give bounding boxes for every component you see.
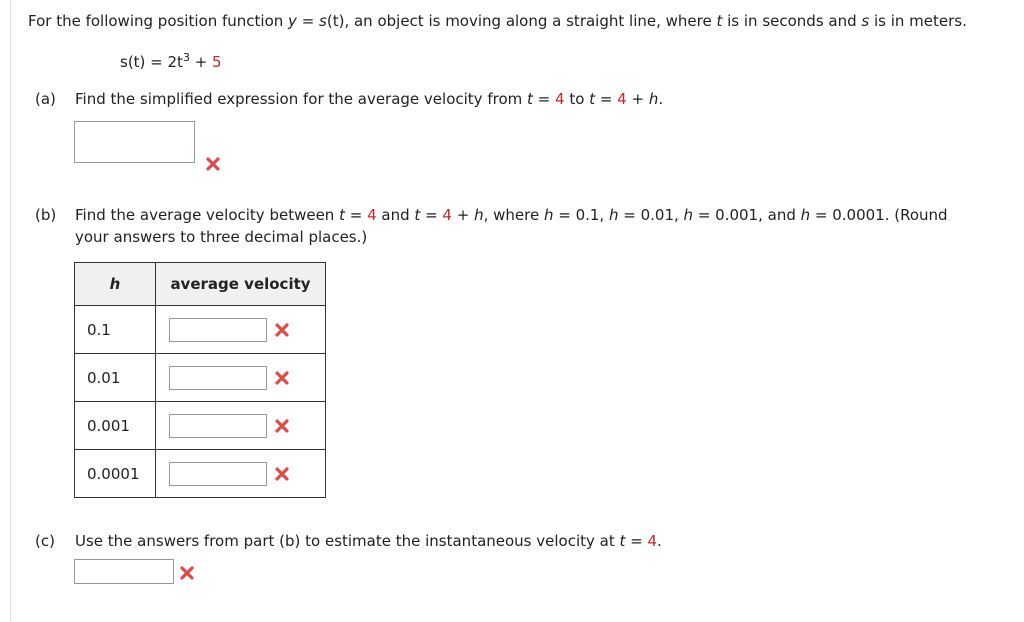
var-t: t [716, 12, 723, 30]
var-t: t [527, 90, 533, 108]
var-h: h [648, 90, 659, 108]
part-a-answer-input[interactable] [74, 121, 195, 163]
x-mark-icon [274, 466, 290, 486]
velocity-input[interactable] [169, 462, 267, 486]
table-row [75, 354, 326, 402]
part-b-question [75, 206, 948, 224]
problem-statement [28, 12, 967, 30]
x-mark-icon [274, 322, 290, 342]
velocity-table [74, 262, 326, 498]
velocity-input[interactable] [169, 366, 267, 390]
h-value-2: = 0.01, [618, 206, 684, 224]
table-row [75, 306, 326, 354]
plus-sign: + [626, 90, 649, 108]
var-h: h [543, 206, 554, 224]
h-value-cell: 0.001 [75, 402, 156, 450]
x-mark-icon [274, 370, 290, 390]
table-row [75, 402, 326, 450]
var-t: t [589, 90, 596, 108]
part-c-text: Use the answers from part (b) to estimate the instantaneous velocity at [75, 532, 620, 550]
velocity-cell [156, 402, 326, 450]
velocity-input[interactable] [169, 318, 267, 342]
table-header-row [75, 263, 326, 306]
h-value-3: = 0.001, and [693, 206, 801, 224]
velocity-cell [156, 306, 326, 354]
eq-sign: = [420, 206, 443, 224]
part-c-label: (c) [35, 532, 55, 550]
var-t: t [339, 206, 345, 224]
x-mark-icon [179, 565, 195, 581]
where-text: , where [483, 206, 544, 224]
h-value-cell: 0.0001 [75, 450, 156, 498]
h-value-cell: 0.1 [75, 306, 156, 354]
eq-sign: = [344, 206, 368, 224]
value-4: 4 [647, 532, 658, 550]
equation-lhs: s(t) = 2t [120, 53, 183, 71]
intro-t-paren: (t) [326, 12, 345, 30]
left-border [10, 0, 11, 622]
part-b-label: (b) [35, 206, 57, 224]
intro-text-3: is in seconds and [722, 12, 862, 30]
var-h: h [800, 206, 811, 224]
part-c-question [75, 532, 662, 550]
h-value-1: = 0.1, [553, 206, 609, 224]
h-value-4: = 0.0001. (Round [810, 206, 948, 224]
value-4: 4 [555, 90, 565, 108]
eq-sign: = [595, 90, 618, 108]
intro-eq: = [296, 12, 320, 30]
part-b-text: Find the average velocity between [75, 206, 340, 224]
value-4: 4 [617, 90, 627, 108]
velocity-input[interactable] [169, 414, 267, 438]
var-h: h [608, 206, 619, 224]
part-a-text: Find the simplified expression for the average velocity from [75, 90, 527, 108]
equation-plus: + [189, 53, 213, 71]
intro-text-4: is in meters. [869, 12, 967, 30]
var-s: s [319, 12, 327, 30]
var-h: h [683, 206, 694, 224]
var-y: y [288, 12, 297, 30]
part-a-question [75, 90, 663, 108]
eq-sign: = [532, 90, 555, 108]
velocity-cell [156, 450, 326, 498]
period: . [658, 90, 664, 108]
intro-text: For the following position function [28, 12, 289, 30]
eq-sign: = [625, 532, 648, 550]
part-c-answer-input[interactable] [74, 559, 174, 584]
plus-sign: + [451, 206, 475, 224]
var-s-2: s [861, 12, 870, 30]
value-4: 4 [367, 206, 377, 224]
var-t: t [414, 206, 421, 224]
period: . [657, 532, 662, 550]
h-value-cell: 0.01 [75, 354, 156, 402]
x-mark-icon [274, 418, 290, 438]
part-b-question-line2: your answers to three decimal places.) [75, 228, 368, 246]
position-equation [120, 51, 222, 71]
value-4: 4 [442, 206, 452, 224]
column-header-velocity: average velocity [156, 263, 326, 306]
var-t: t [619, 532, 626, 550]
var-h: h [474, 206, 484, 224]
velocity-cell [156, 354, 326, 402]
equation-constant: 5 [212, 53, 222, 71]
to-word: to [564, 90, 590, 108]
and-word: and [376, 206, 415, 224]
x-mark-icon [205, 156, 221, 172]
part-a-label: (a) [35, 90, 56, 108]
equation-exponent: 3 [182, 51, 190, 64]
table-row [75, 450, 326, 498]
column-header-h: h [75, 263, 156, 306]
intro-text-2: , an object is moving along a straight line, where [344, 12, 717, 30]
